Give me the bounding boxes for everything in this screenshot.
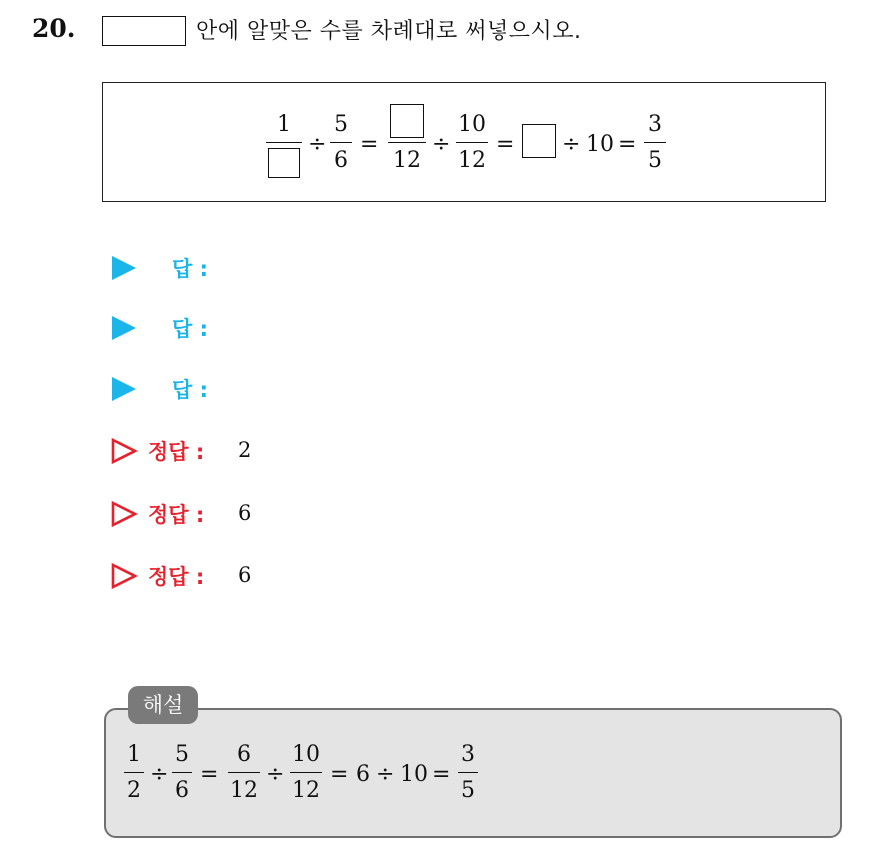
answer-blank-2[interactable] (390, 104, 424, 138)
fraction-numerator: 6 (237, 742, 251, 767)
fraction-denominator: 12 (292, 778, 320, 803)
blank-box-icon (102, 16, 186, 46)
fraction-bar (124, 772, 144, 773)
answer-label: 답 : (172, 317, 209, 341)
play-triangle-icon (112, 256, 136, 280)
equals-sign: = (496, 132, 515, 157)
equation-fraction-5 (644, 110, 666, 182)
key-answer-value: 6 (238, 501, 252, 525)
key-answer-label: 정답 : (148, 503, 205, 527)
play-triangle-icon (112, 316, 136, 340)
fraction-bar (266, 142, 302, 143)
fraction-numerator: 1 (277, 112, 291, 137)
explanation-fraction-2 (172, 740, 192, 808)
fraction-numerator: 5 (175, 742, 189, 767)
fraction-bar (172, 772, 192, 773)
fraction-bar (458, 772, 478, 773)
fraction-denominator: 6 (175, 778, 189, 803)
outline-triangle-icon (110, 438, 138, 464)
fraction-denominator: 12 (458, 148, 486, 173)
divide-sign: ÷ (150, 762, 169, 787)
key-answer-label: 정답 : (148, 440, 205, 464)
divide-sign: ÷ (266, 762, 285, 787)
fraction-numerator: 5 (334, 112, 348, 137)
explanation-fraction-1 (124, 740, 144, 808)
play-triangle-icon (112, 377, 136, 401)
divide-sign: ÷ (432, 132, 451, 157)
answer-label: 답 : (172, 257, 209, 281)
fraction-numerator: 1 (127, 742, 141, 767)
explanation-tag: 해설 (128, 686, 198, 724)
fraction-bar (388, 142, 426, 143)
divide-sign: ÷ (562, 132, 581, 157)
divide-sign: ÷ (308, 132, 327, 157)
number-ten: 10 (586, 132, 614, 157)
fraction-numerator: 10 (292, 742, 320, 767)
question-number: 20. (32, 14, 76, 43)
explanation-fraction-4 (290, 740, 322, 808)
equation-fraction-2 (330, 110, 352, 182)
equals-sign: = (432, 762, 451, 787)
fraction-denominator: 6 (334, 148, 348, 173)
number-six: 6 (356, 762, 370, 787)
key-answer-value: 2 (238, 438, 252, 462)
fraction-bar (330, 142, 352, 143)
answer-blank-3[interactable] (522, 124, 556, 158)
equals-sign: = (200, 762, 219, 787)
fraction-denominator: 2 (127, 778, 141, 803)
equals-sign: = (360, 132, 379, 157)
divide-sign: ÷ (376, 762, 395, 787)
key-answer-label: 정답 : (148, 565, 205, 589)
answer-label: 답 : (172, 378, 209, 402)
outline-triangle-icon (110, 501, 138, 527)
fraction-bar (456, 142, 488, 143)
fraction-denominator: 12 (230, 778, 258, 803)
question-instruction: 안에 알맞은 수를 차례대로 써넣으시오. (196, 19, 582, 44)
fraction-bar (644, 142, 666, 143)
explanation-fraction-3 (228, 740, 260, 808)
equals-sign: = (618, 132, 637, 157)
fraction-bar (290, 772, 322, 773)
fraction-numerator: 3 (648, 112, 662, 137)
fraction-bar (228, 772, 260, 773)
equals-sign: = (330, 762, 349, 787)
answer-blank-1[interactable] (268, 148, 300, 178)
outline-triangle-icon (110, 563, 138, 589)
fraction-denominator: 5 (648, 148, 662, 173)
number-ten: 10 (400, 762, 428, 787)
fraction-denominator: 12 (393, 148, 421, 173)
equation-fraction-4 (456, 110, 488, 182)
key-answer-value: 6 (238, 563, 252, 587)
equation-fraction-3 (388, 102, 426, 182)
fraction-denominator: 5 (461, 778, 475, 803)
fraction-numerator: 10 (458, 112, 486, 137)
fraction-numerator: 3 (461, 742, 475, 767)
explanation-fraction-5 (458, 740, 478, 808)
equation-fraction-1 (266, 110, 302, 182)
